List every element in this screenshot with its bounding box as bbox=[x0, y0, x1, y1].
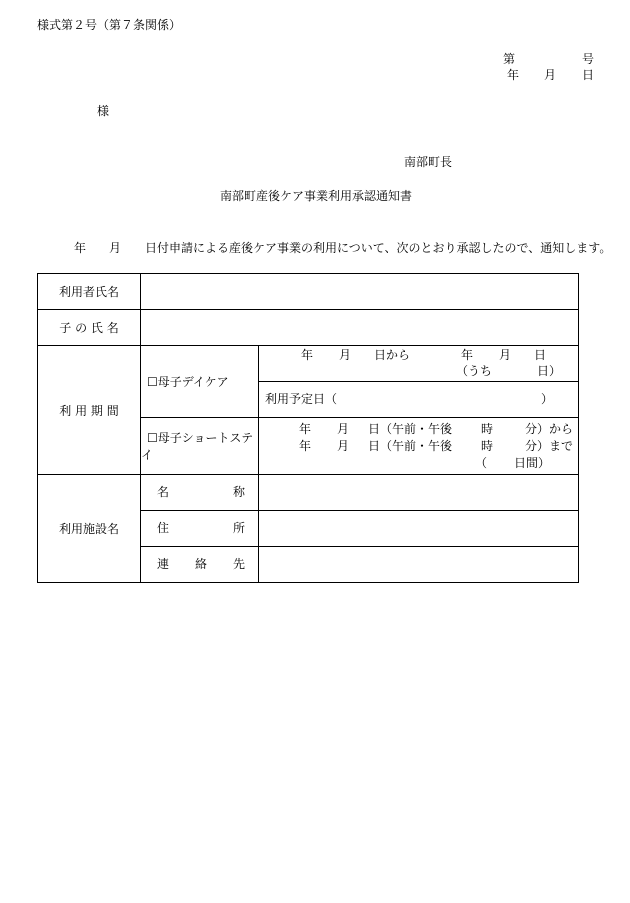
facility-contact-label-char: 先 bbox=[232, 557, 245, 571]
day-care-date-field[interactable] bbox=[259, 346, 579, 382]
dc-year1: 年 bbox=[301, 348, 314, 362]
ss-month1: 月 bbox=[337, 422, 350, 436]
user-name-label: 利用者氏名 bbox=[58, 285, 119, 299]
facility-name-label-cell bbox=[141, 475, 259, 511]
short-stay-label-cell bbox=[141, 418, 259, 475]
ss-year1: 年 bbox=[299, 422, 312, 436]
short-stay-date-field[interactable] bbox=[259, 418, 579, 475]
body-year: 年 bbox=[74, 241, 87, 255]
short-stay-label: 母子ショートステイ bbox=[141, 431, 254, 462]
ss-year2: 年 bbox=[299, 439, 312, 453]
day-care-checkbox[interactable]: ☐ bbox=[147, 375, 158, 389]
planned-date-close: ） bbox=[541, 392, 554, 406]
issuer: 南部町長 bbox=[404, 155, 453, 169]
ss-hour2: 時 bbox=[481, 439, 494, 453]
facility-name-label-char: 称 bbox=[232, 485, 245, 499]
period-label: 利 用 期 間 bbox=[59, 403, 119, 418]
dc-month2: 月 bbox=[499, 348, 512, 362]
facility-name-label-char: 名 bbox=[157, 485, 170, 499]
ss-day2: 日（午前・午後 bbox=[368, 439, 453, 453]
dc-month1: 月 bbox=[339, 348, 352, 362]
planned-date-label: 利用予定日（ bbox=[265, 392, 338, 406]
dc-year2: 年 bbox=[461, 348, 474, 362]
child-name-label-cell bbox=[38, 310, 141, 346]
child-name-label: 子 の 氏 名 bbox=[59, 321, 119, 335]
facility-address-label bbox=[157, 521, 245, 535]
facility-address-label-cell bbox=[141, 511, 259, 547]
day-care-label: 母子デイケア bbox=[157, 375, 229, 389]
period-label-cell bbox=[38, 346, 141, 475]
facility-contact-field[interactable] bbox=[259, 547, 579, 583]
ss-day1: 日（午前・午後 bbox=[368, 422, 453, 436]
facility-contact-label-char: 絡 bbox=[194, 557, 207, 571]
addressee-suffix: 様 bbox=[97, 104, 110, 118]
facility-address-label-char: 住 bbox=[157, 521, 170, 535]
short-stay-checkbox[interactable]: ☐ bbox=[147, 431, 158, 445]
ss-min1: 分）から bbox=[525, 422, 574, 436]
facility-contact-label-cell bbox=[141, 547, 259, 583]
facility-contact-label bbox=[157, 557, 245, 571]
dc-uchi-close: 日） bbox=[537, 364, 562, 378]
form-number: 様式第２号（第７条関係） bbox=[37, 18, 182, 32]
body-text: 日付申請による産後ケア事業の利用について、次のとおり承認したので、通知します。 bbox=[145, 241, 612, 255]
ss-days-close: 日間） bbox=[514, 456, 551, 470]
dc-day1: 日から bbox=[374, 348, 411, 362]
facility-name-label bbox=[157, 485, 245, 499]
date-day: 日 bbox=[582, 68, 595, 82]
facility-address-field[interactable] bbox=[259, 511, 579, 547]
ss-month2: 月 bbox=[337, 439, 350, 453]
facility-contact-label-char: 連 bbox=[157, 557, 170, 571]
dc-day2: 日 bbox=[534, 348, 547, 362]
approval-table bbox=[37, 273, 579, 583]
facility-label-cell bbox=[38, 475, 141, 583]
document-title: 南部町産後ケア事業利用承認通知書 bbox=[220, 189, 413, 203]
facility-label: 利用施設名 bbox=[58, 522, 119, 536]
facility-name-field[interactable] bbox=[259, 475, 579, 511]
doc-number-dai: 第 bbox=[503, 52, 516, 66]
child-name-field[interactable] bbox=[141, 310, 579, 346]
user-name-field[interactable] bbox=[141, 274, 579, 310]
ss-hour1: 時 bbox=[481, 422, 494, 436]
doc-number-go: 号 bbox=[582, 52, 595, 66]
ss-min2: 分）まで bbox=[525, 439, 574, 453]
planned-date-field[interactable] bbox=[259, 382, 579, 418]
facility-address-label-char: 所 bbox=[232, 521, 245, 535]
day-care-label-cell bbox=[141, 346, 259, 418]
dc-uchi-open: （うち bbox=[456, 364, 493, 378]
date-year: 年 bbox=[507, 68, 520, 82]
date-month: 月 bbox=[544, 68, 557, 82]
body-month: 月 bbox=[109, 241, 122, 255]
user-name-label-cell bbox=[38, 274, 141, 310]
ss-days-open: （ bbox=[475, 456, 488, 470]
